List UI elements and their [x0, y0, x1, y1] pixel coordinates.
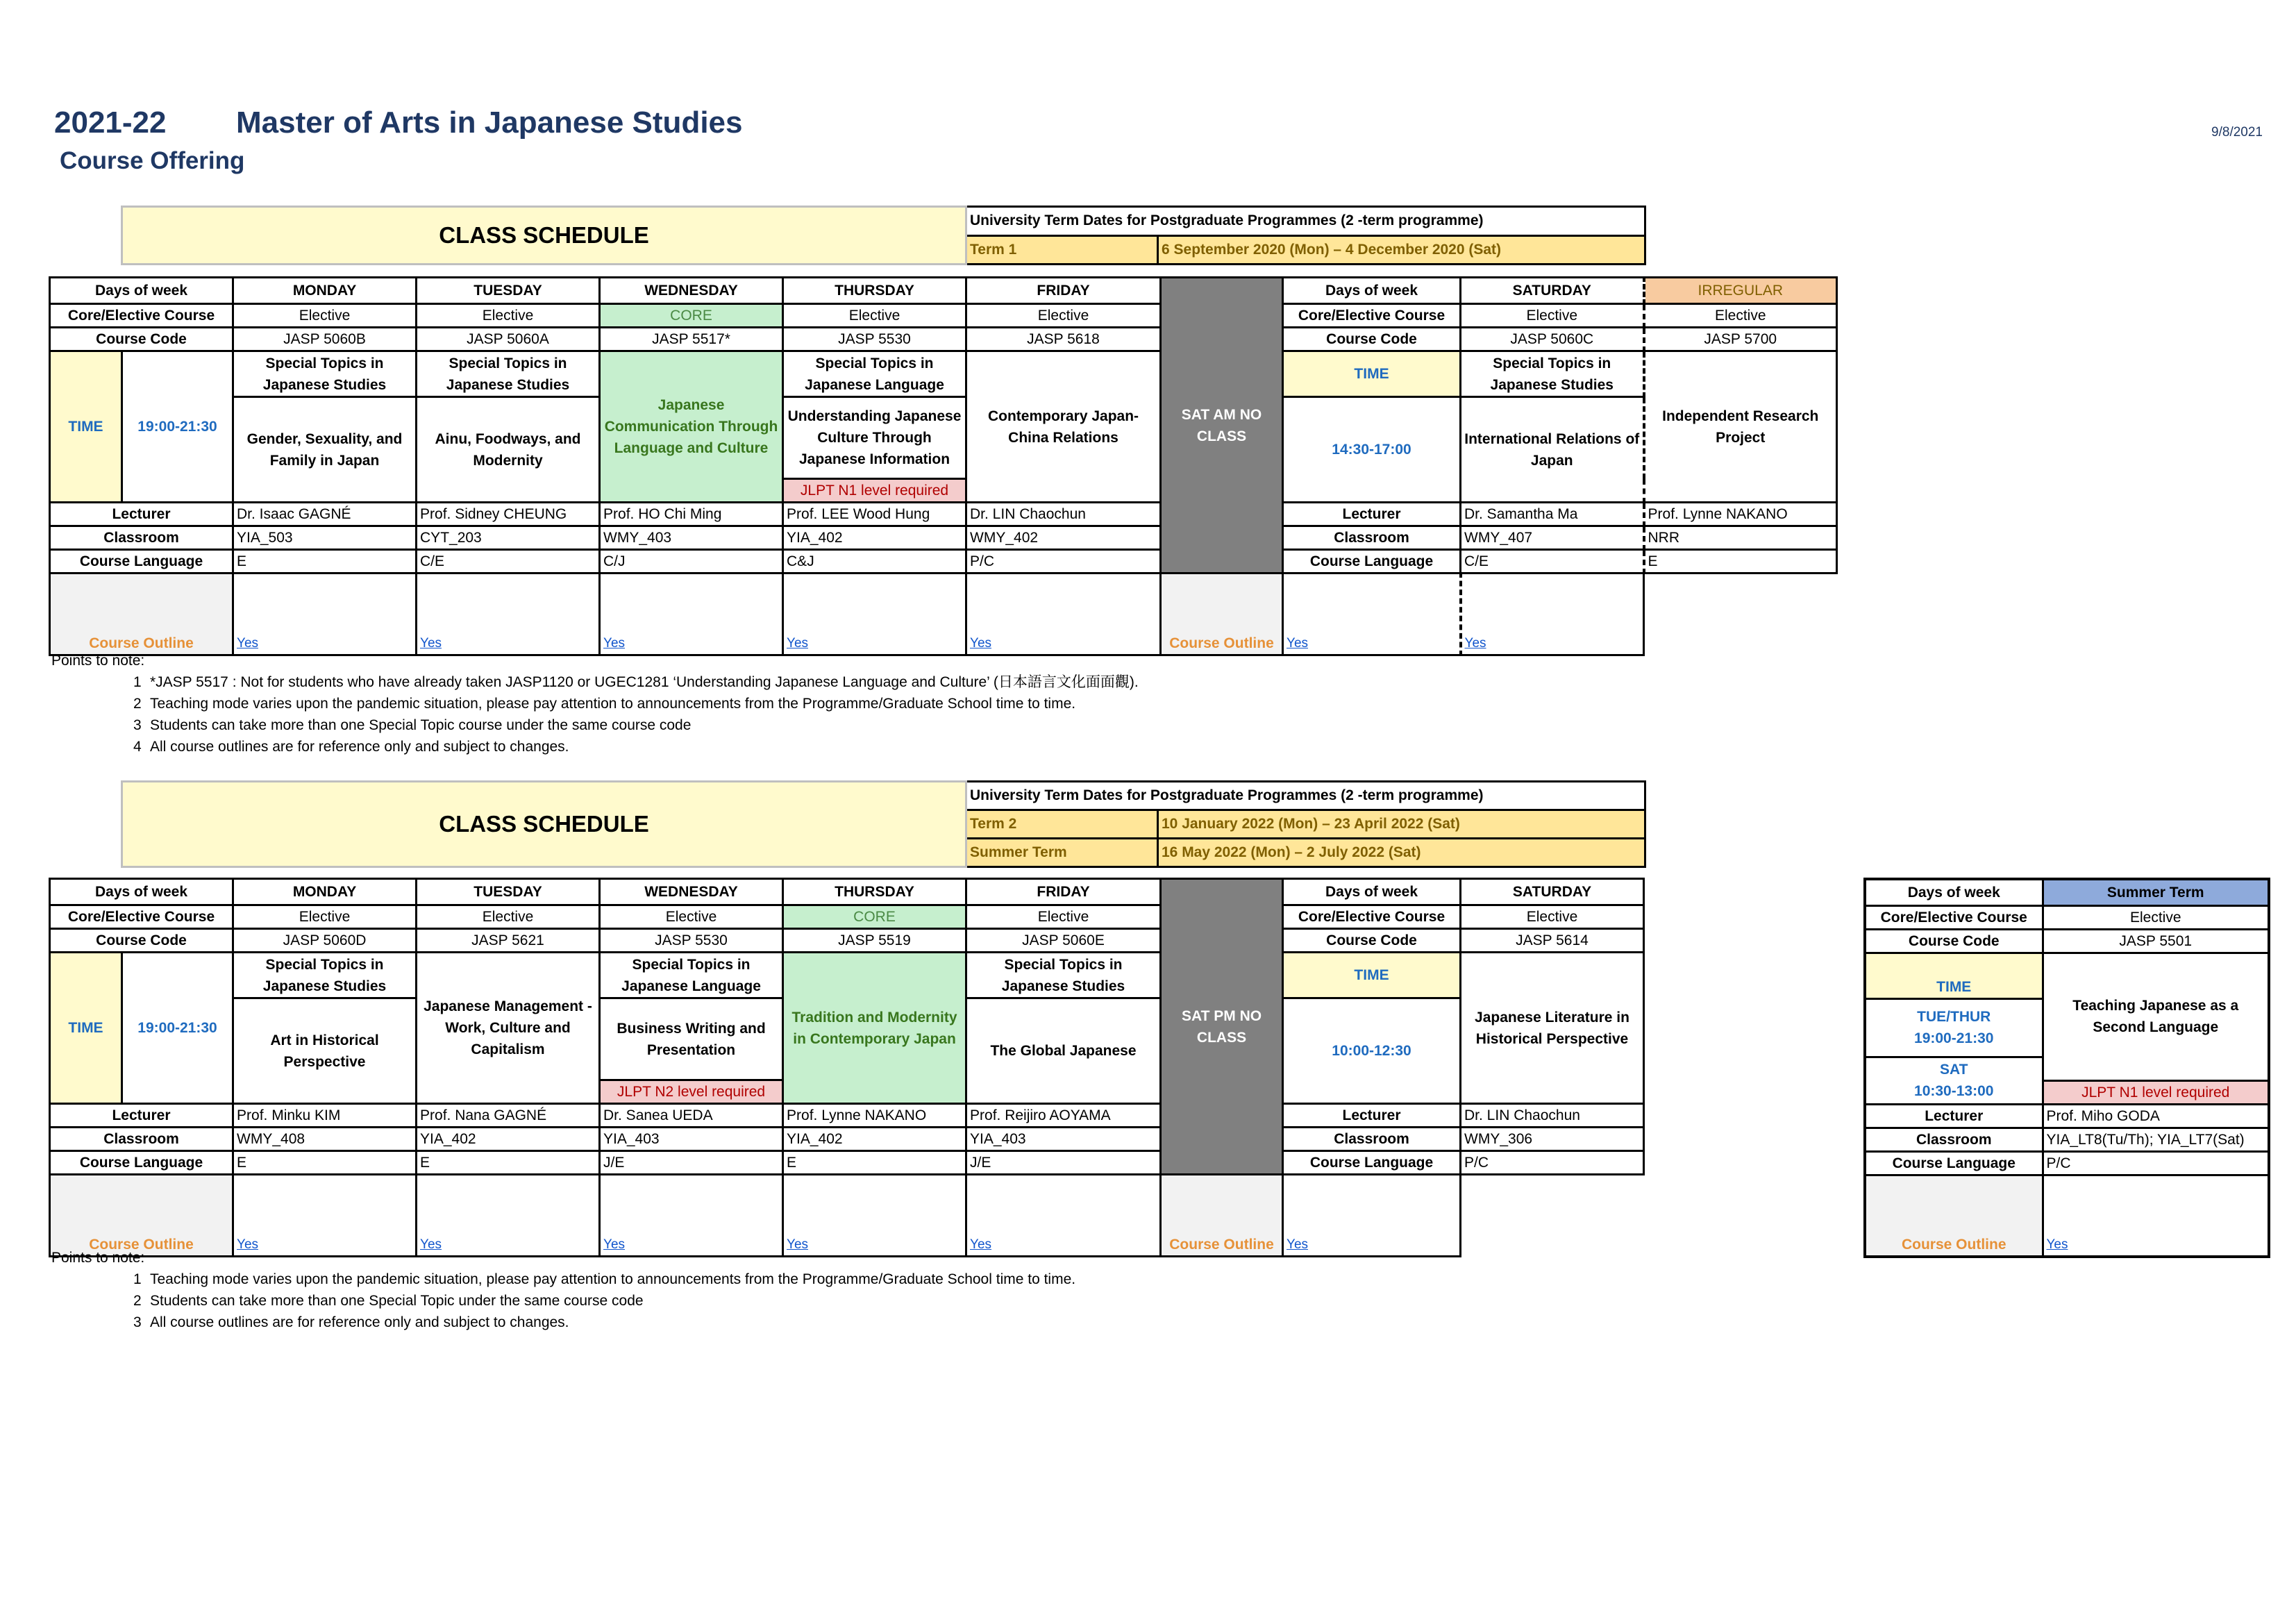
- time-label: TIME: [50, 351, 122, 503]
- classroom-label: Classroom: [50, 526, 233, 550]
- term2-notes: [51, 1247, 1075, 1333]
- core-label: Core/Elective Course: [50, 304, 233, 328]
- course-language: E: [783, 1151, 966, 1175]
- course-type: Elective: [417, 304, 600, 328]
- note-item: 2 Students can take more than one Special Topic under the same course code: [133, 1293, 644, 1309]
- outline-label: Course Outline: [1865, 1175, 2043, 1257]
- lecturer: Prof. Lynne NAKANO: [1644, 503, 1837, 526]
- lecturer-label: Lecturer: [1283, 503, 1461, 526]
- course-outline-link[interactable]: Yes: [603, 1237, 626, 1252]
- course-type: Elective: [600, 905, 783, 929]
- time-label: TIME: [1865, 953, 2043, 998]
- course-language: J/E: [966, 1151, 1161, 1175]
- course-language: P/C: [2043, 1151, 2269, 1175]
- course-title: Art in Historical Perspective: [233, 998, 417, 1104]
- lecturer: Dr. Samantha Ma: [1461, 503, 1644, 526]
- classroom: YIA_403: [966, 1128, 1161, 1151]
- course-outline-link[interactable]: Yes: [237, 636, 259, 651]
- course-outline-link[interactable]: Yes: [603, 636, 626, 651]
- outline-cell: [600, 1175, 783, 1257]
- sat-pm-no-class-block: SAT PM NO CLASS: [1161, 879, 1283, 1175]
- outline-cell: [2043, 1175, 2269, 1257]
- course-title: Ainu, Foodways, and Modernity: [417, 397, 600, 503]
- lecturer: Prof. Nana GAGNÉ: [417, 1104, 600, 1128]
- course-title: Japanese Management - Work, Culture and Capitalism: [417, 953, 600, 1104]
- course-type: Elective: [417, 905, 600, 929]
- day-header: THURSDAY: [783, 278, 966, 304]
- course-outline-link[interactable]: Yes: [1287, 636, 1309, 651]
- time-slot-sat: [1865, 1057, 2043, 1104]
- term-dates: 6 September 2020 (Mon) – 4 December 2020 (Sat): [1158, 235, 1645, 265]
- course-code: JASP 5060C: [1461, 328, 1644, 351]
- time-slot-day: SAT: [1940, 1062, 1968, 1078]
- outline-cell: [417, 574, 600, 655]
- course-code: JASP 5519: [783, 929, 966, 953]
- note-item: 3 Students can take more than one Special Topic course under the same course code: [133, 717, 692, 733]
- time-slot-hours: 19:00-21:30: [1914, 1030, 1994, 1046]
- outline-cell: [417, 1175, 600, 1257]
- course-language: C/E: [1461, 550, 1644, 574]
- time-value: 10:00-12:30: [1283, 998, 1461, 1104]
- time-slot-tue-thur: [1865, 998, 2043, 1057]
- day-header: FRIDAY: [966, 879, 1161, 905]
- day-header: THURSDAY: [783, 879, 966, 905]
- lecturer: Prof. Minku KIM: [233, 1104, 417, 1128]
- course-outline-link[interactable]: Yes: [787, 1237, 809, 1252]
- code-label: Course Code: [50, 328, 233, 351]
- academic-year: 2021-22: [54, 106, 167, 140]
- core-label: Core/Elective Course: [1283, 905, 1461, 929]
- lecturer: Prof. Lynne NAKANO: [783, 1104, 966, 1128]
- course-outline-link[interactable]: Yes: [1464, 636, 1486, 651]
- course-language: C/E: [417, 550, 600, 574]
- page-subtitle: Course Offering: [60, 147, 245, 174]
- day-header-summer: Summer Term: [2043, 879, 2269, 905]
- course-type: Elective: [783, 304, 966, 328]
- course-type-core: CORE: [783, 905, 966, 929]
- day-header: WEDNESDAY: [600, 278, 783, 304]
- lecturer: Dr. LIN Chaochun: [966, 503, 1161, 526]
- course-outline-link[interactable]: Yes: [420, 636, 442, 651]
- classroom: WMY_408: [233, 1128, 417, 1151]
- day-header: SATURDAY: [1461, 879, 1644, 905]
- course-topic: Special Topics in Japanese Studies: [966, 953, 1161, 998]
- term-dates-heading: University Term Dates for Postgraduate Programmes (2 -term programme): [966, 782, 1645, 810]
- code-label: Course Code: [1865, 929, 2043, 953]
- course-language: E: [1644, 550, 1837, 574]
- course-code: JASP 5060B: [233, 328, 417, 351]
- lecturer-label: Lecturer: [50, 1104, 233, 1128]
- note-item: 3 All course outlines are for reference only and subject to changes.: [133, 1314, 569, 1330]
- course-type: Elective: [1644, 304, 1837, 328]
- classroom: NRR: [1644, 526, 1837, 550]
- lecturer: Dr. Isaac GAGNÉ: [233, 503, 417, 526]
- schedule-title: CLASS SCHEDULE: [122, 207, 966, 265]
- time-label: TIME: [50, 953, 122, 1104]
- code-label: Course Code: [50, 929, 233, 953]
- course-outline-link[interactable]: Yes: [787, 636, 809, 651]
- outline-label: Course Outline: [50, 574, 233, 655]
- lecturer: Prof. HO Chi Ming: [600, 503, 783, 526]
- course-code: JASP 5060A: [417, 328, 600, 351]
- course-topic: Special Topics in Japanese Studies: [233, 351, 417, 397]
- term-dates: 16 May 2022 (Mon) – 2 July 2022 (Sat): [1158, 839, 1645, 867]
- lecturer-label: Lecturer: [1865, 1104, 2043, 1128]
- outline-cell: [1461, 574, 1644, 655]
- term1-notes: [51, 650, 1139, 757]
- time-slot-day: TUE/THUR: [1917, 1009, 1991, 1025]
- classroom: YIA_402: [783, 526, 966, 550]
- outline-cell: [233, 574, 417, 655]
- summer-term-table: [1863, 878, 2270, 1258]
- language-label: Course Language: [50, 550, 233, 574]
- course-topic: Special Topics in Japanese Studies: [417, 351, 600, 397]
- course-type: Elective: [966, 304, 1161, 328]
- outline-label: Course Outline: [1161, 1175, 1283, 1257]
- classroom-label: Classroom: [50, 1128, 233, 1151]
- time-label: TIME: [1283, 351, 1461, 397]
- jlpt-requirement: JLPT N1 level required: [2043, 1080, 2269, 1104]
- course-code: JASP 5501: [2043, 929, 2269, 953]
- course-language: E: [233, 550, 417, 574]
- notes-title: Points to note:: [51, 1250, 145, 1266]
- document-date: 9/8/2021: [2211, 125, 2263, 140]
- course-code: JASP 5621: [417, 929, 600, 953]
- note-item: 4 All course outlines are for reference only and subject to changes.: [133, 739, 569, 755]
- note-item: 1 Teaching mode varies upon the pandemic situation, please pay attention to announcements from the Programme/Graduate School time to time.: [133, 1271, 1076, 1287]
- course-title: Contemporary Japan-China Relations: [966, 351, 1161, 503]
- outline-label: Course Outline: [1161, 574, 1283, 655]
- outline-cell: [600, 574, 783, 655]
- core-label: Core/Elective Course: [50, 905, 233, 929]
- outline-cell: [233, 1175, 417, 1257]
- sat-am-no-class-block: SAT AM NO CLASS: [1161, 278, 1283, 574]
- course-topic: Special Topics in Japanese Language: [600, 953, 783, 998]
- lecturer-label: Lecturer: [1283, 1104, 1461, 1128]
- classroom: YIA_503: [233, 526, 417, 550]
- course-outline-link[interactable]: Yes: [2046, 1237, 2068, 1252]
- classroom: WMY_306: [1461, 1128, 1644, 1151]
- course-code: JASP 5700: [1644, 328, 1837, 351]
- course-title: Independent Research Project: [1644, 351, 1837, 503]
- term2-header-box: [121, 780, 1646, 868]
- course-language: J/E: [600, 1151, 783, 1175]
- course-title: Gender, Sexuality, and Family in Japan: [233, 397, 417, 503]
- course-title: Teaching Japanese as a Second Language: [2043, 953, 2269, 1080]
- term2-schedule-table: [49, 878, 1645, 1257]
- course-title: Japanese Literature in Historical Perspective: [1461, 953, 1644, 1104]
- lecturer: Prof. Reijiro AOYAMA: [966, 1104, 1161, 1128]
- course-language: C/J: [600, 550, 783, 574]
- term-name: Summer Term: [966, 839, 1158, 867]
- classroom: WMY_403: [600, 526, 783, 550]
- schedule-title: CLASS SCHEDULE: [122, 782, 966, 867]
- lecturer: Prof. Miho GODA: [2043, 1104, 2269, 1128]
- course-language: P/C: [966, 550, 1161, 574]
- days-label: Days of week: [50, 278, 233, 304]
- days-label: Days of week: [1283, 879, 1461, 905]
- day-header: TUESDAY: [417, 278, 600, 304]
- course-language: E: [233, 1151, 417, 1175]
- classroom: YIA_402: [417, 1128, 600, 1151]
- classroom: YIA_403: [600, 1128, 783, 1151]
- course-code: JASP 5530: [783, 328, 966, 351]
- course-outline-link[interactable]: Yes: [237, 1237, 259, 1252]
- term-dates: 10 January 2022 (Mon) – 23 April 2022 (Sat): [1158, 810, 1645, 839]
- day-header: WEDNESDAY: [600, 879, 783, 905]
- course-outline-link[interactable]: Yes: [420, 1237, 442, 1252]
- outline-label: Course Outline: [50, 1175, 233, 1257]
- course-title: Tradition and Modernity in Contemporary Japan: [783, 953, 966, 1104]
- core-label: Core/Elective Course: [1865, 905, 2043, 929]
- course-topic: Special Topics in Japanese Studies: [233, 953, 417, 998]
- time-label: TIME: [1283, 953, 1461, 998]
- lecturer-label: Lecturer: [50, 503, 233, 526]
- course-type: Elective: [1461, 905, 1644, 929]
- course-code: JASP 5618: [966, 328, 1161, 351]
- classroom: CYT_203: [417, 526, 600, 550]
- classroom: YIA_402: [783, 1128, 966, 1151]
- days-label: Days of week: [1283, 278, 1461, 304]
- core-label: Core/Elective Course: [1283, 304, 1461, 328]
- course-code: JASP 5060E: [966, 929, 1161, 953]
- day-header: SATURDAY: [1461, 278, 1644, 304]
- outline-cell: [1283, 574, 1461, 655]
- time-value: 14:30-17:00: [1283, 397, 1461, 503]
- classroom: YIA_LT8(Tu/Th); YIA_LT7(Sat): [2043, 1128, 2269, 1151]
- lecturer: Dr. Sanea UEDA: [600, 1104, 783, 1128]
- language-label: Course Language: [1283, 1151, 1461, 1175]
- term1-schedule-table: [49, 276, 1838, 656]
- lecturer: Dr. LIN Chaochun: [1461, 1104, 1644, 1128]
- outline-cell: [783, 1175, 966, 1257]
- course-title: Understanding Japanese Culture Through Japanese Information: [783, 397, 966, 479]
- course-type: Elective: [966, 905, 1161, 929]
- course-topic: Special Topics in Japanese Studies: [1461, 351, 1644, 397]
- language-label: Course Language: [50, 1151, 233, 1175]
- day-header: MONDAY: [233, 278, 417, 304]
- course-outline-link[interactable]: Yes: [970, 1237, 992, 1252]
- lecturer: Prof. LEE Wood Hung: [783, 503, 966, 526]
- course-title: Business Writing and Presentation: [600, 998, 783, 1080]
- classroom-label: Classroom: [1283, 526, 1461, 550]
- term-dates-heading: University Term Dates for Postgraduate Programmes (2 -term programme): [966, 207, 1645, 236]
- time-slot-hours: 10:30-13:00: [1914, 1083, 1994, 1099]
- course-outline-link[interactable]: Yes: [1287, 1237, 1309, 1252]
- day-header-irregular: IRREGULAR: [1644, 278, 1837, 304]
- jlpt-requirement: JLPT N1 level required: [783, 479, 966, 503]
- day-header: MONDAY: [233, 879, 417, 905]
- outline-cell: [1283, 1175, 1461, 1257]
- course-language: E: [417, 1151, 600, 1175]
- jlpt-requirement: JLPT N2 level required: [600, 1080, 783, 1104]
- classroom: WMY_407: [1461, 526, 1644, 550]
- course-code: JASP 5530: [600, 929, 783, 953]
- programme-title: Master of Arts in Japanese Studies: [236, 106, 743, 140]
- classroom: WMY_402: [966, 526, 1161, 550]
- course-outline-link[interactable]: Yes: [970, 636, 992, 651]
- term1-header-box: [121, 206, 1646, 265]
- days-label: Days of week: [50, 879, 233, 905]
- course-type: Elective: [2043, 905, 2269, 929]
- code-label: Course Code: [1283, 929, 1461, 953]
- days-label: Days of week: [1865, 879, 2043, 905]
- course-code: JASP 5517*: [600, 328, 783, 351]
- course-language: P/C: [1461, 1151, 1644, 1175]
- language-label: Course Language: [1865, 1151, 2043, 1175]
- day-header: TUESDAY: [417, 879, 600, 905]
- course-title: Japanese Communication Through Language and Culture: [600, 351, 783, 503]
- course-title: International Relations of Japan: [1461, 397, 1644, 503]
- note-item: 1 *JASP 5517 : Not for students who have already taken JASP1120 or UGEC1281 ‘Understanding Japanese Language and Culture’ (日本語言文化面面觀).: [133, 674, 1139, 690]
- course-code: JASP 5060D: [233, 929, 417, 953]
- note-item: 2 Teaching mode varies upon the pandemic situation, please pay attention to announcements from the Programme/Graduate School time to time.: [133, 696, 1076, 712]
- outline-cell: [966, 1175, 1161, 1257]
- course-type-core: CORE: [600, 304, 783, 328]
- course-type: Elective: [233, 304, 417, 328]
- page-title: [54, 106, 742, 140]
- outline-cell: [966, 574, 1161, 655]
- lecturer: Prof. Sidney CHEUNG: [417, 503, 600, 526]
- time-value: 19:00-21:30: [122, 953, 233, 1104]
- notes-title: Points to note:: [51, 653, 145, 669]
- course-topic: Special Topics in Japanese Language: [783, 351, 966, 397]
- course-language: C&J: [783, 550, 966, 574]
- code-label: Course Code: [1283, 328, 1461, 351]
- course-type: Elective: [233, 905, 417, 929]
- course-title: The Global Japanese: [966, 998, 1161, 1104]
- classroom-label: Classroom: [1865, 1128, 2043, 1151]
- classroom-label: Classroom: [1283, 1128, 1461, 1151]
- term-name: Term 2: [966, 810, 1158, 839]
- day-header: FRIDAY: [966, 278, 1161, 304]
- course-type: Elective: [1461, 304, 1644, 328]
- language-label: Course Language: [1283, 550, 1461, 574]
- term-name: Term 1: [966, 235, 1158, 265]
- time-value: 19:00-21:30: [122, 351, 233, 503]
- course-code: JASP 5614: [1461, 929, 1644, 953]
- outline-cell: [783, 574, 966, 655]
